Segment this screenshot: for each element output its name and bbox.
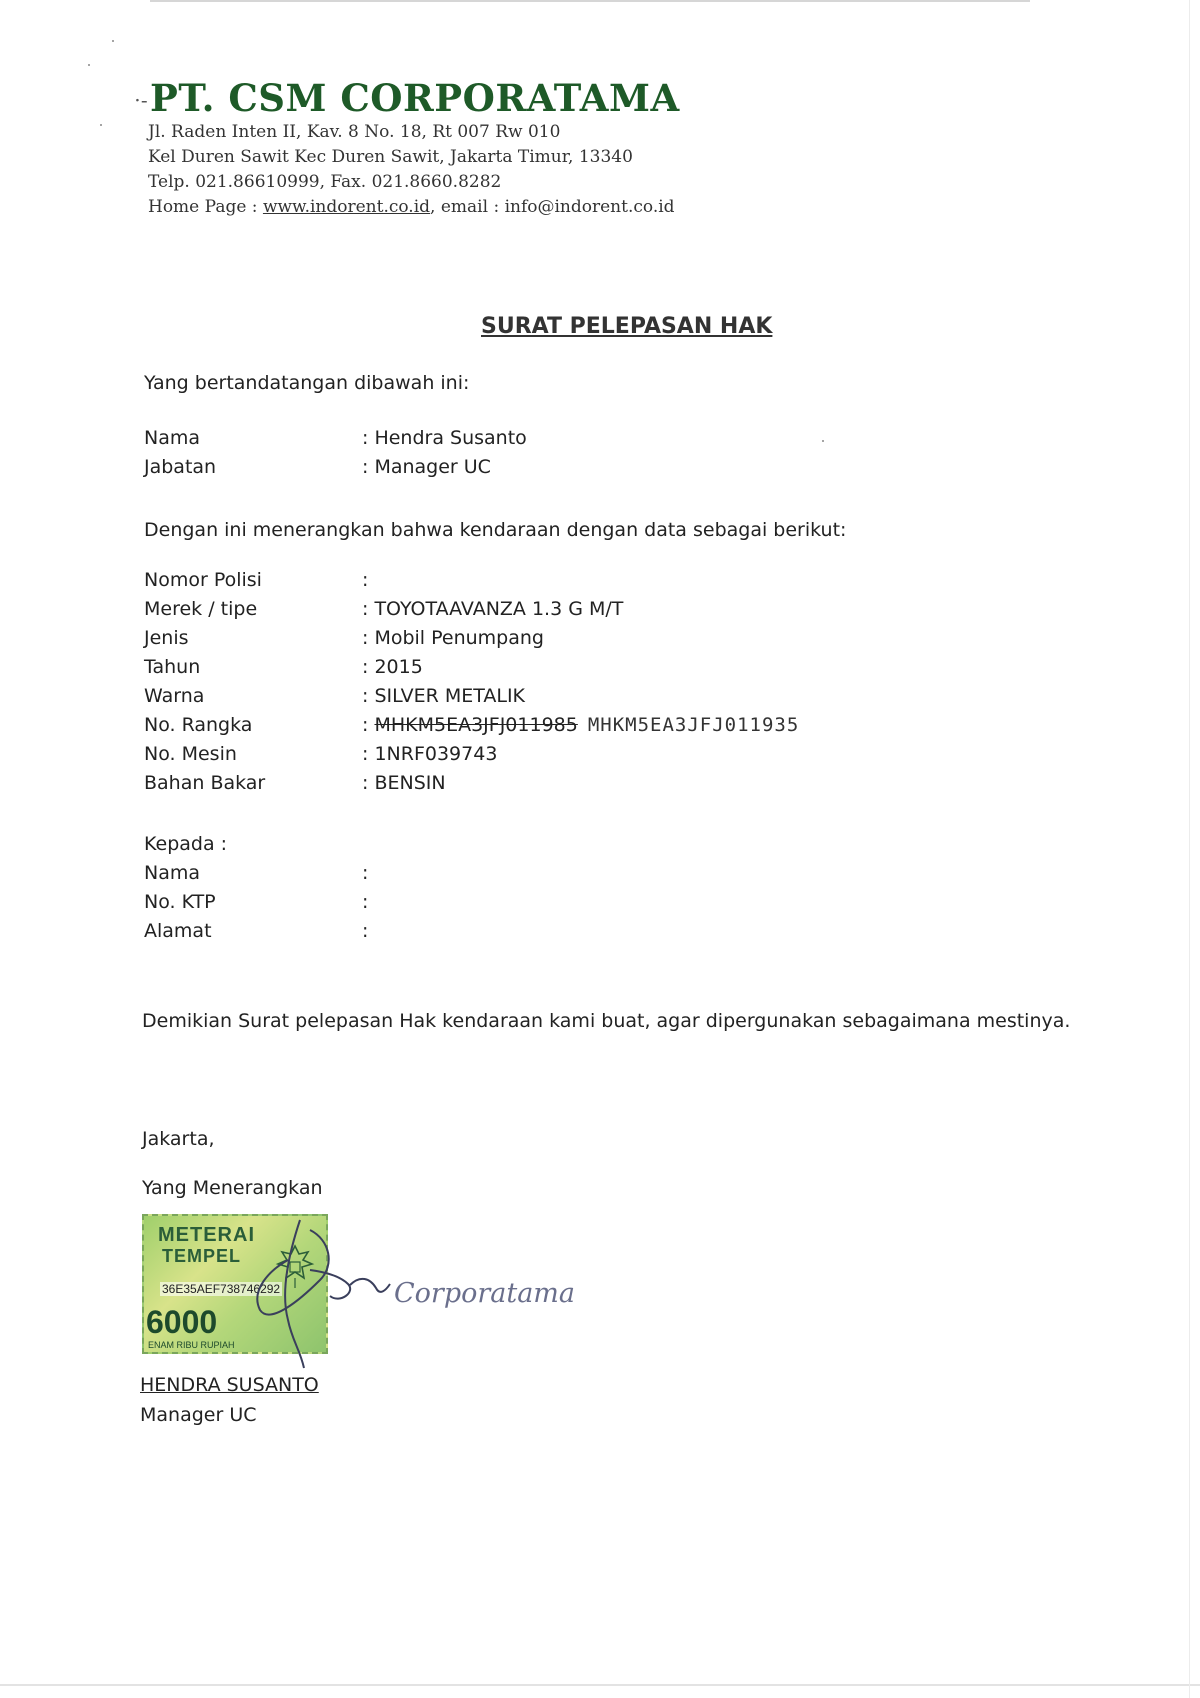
field-label: Nama: [144, 427, 201, 449]
field-value: : 1NRF039743: [362, 743, 498, 765]
field-value: : TOYOTAAVANZA 1.3 G M/T: [362, 598, 624, 620]
field-value: :: [362, 862, 369, 884]
field-value: [362, 714, 799, 736]
stamp-serial: 36E35AEF738746292: [162, 1282, 281, 1296]
field-label: No. KTP: [144, 891, 216, 913]
scan-edge-top: [150, 0, 1030, 2]
field-label: Bahan Bakar: [144, 772, 266, 794]
address-line-1: Jl. Raden Inten II, Kav. 8 No. 18, Rt 007 Rw 010: [148, 122, 561, 142]
declarer-label: Yang Menerangkan: [142, 1177, 323, 1199]
field-label: No. Mesin: [144, 743, 237, 765]
company-name: PT. CSM CORPORATAMA: [150, 76, 680, 120]
field-value: :: [362, 920, 369, 942]
signer-name: HENDRA SUSANTO: [140, 1374, 319, 1396]
field-label: Nama: [144, 862, 201, 884]
field-label: Jabatan: [144, 456, 217, 478]
field-value: : SILVER METALIK: [362, 685, 526, 707]
field-label: Merek / tipe: [144, 598, 258, 620]
field-value: : Mobil Penumpang: [362, 627, 544, 649]
homepage-link[interactable]: www.indorent.co.id: [262, 197, 431, 217]
recipient-heading-label: Kepada :: [144, 833, 228, 855]
field-label: Tahun: [144, 656, 201, 678]
statement-text: Dengan ini menerangkan bahwa kendaraan dengan data sebagai berikut:: [144, 519, 847, 541]
intro-text: Yang bertandatangan dibawah ini:: [144, 372, 470, 394]
document-title: SURAT PELEPASAN HAK: [481, 314, 773, 339]
scan-edge-right: [1189, 0, 1190, 1698]
field-label: Jenis: [144, 627, 189, 649]
company-stamp-text: Corporatama: [394, 1278, 576, 1309]
field-value: : BENSIN: [362, 772, 446, 794]
scan-speck: [822, 440, 824, 442]
scan-speck: [100, 124, 102, 126]
scan-edge-bottom: [0, 1684, 1200, 1686]
field-value: :: [362, 891, 369, 913]
field-value: :: [362, 569, 369, 591]
field-value: : Manager UC: [362, 456, 491, 478]
phone-line: Telp. 021.86610999, Fax. 021.8660.8282: [148, 172, 502, 192]
signer-title: Manager UC: [140, 1404, 257, 1426]
corrected-chassis-number: MHKM5EA3JFJ011935: [587, 714, 800, 736]
address-line-2: Kel Duren Sawit Kec Duren Sawit, Jakarta Timur, 13340: [148, 147, 633, 167]
closing-paragraph: Demikian Surat pelepasan Hak kendaraan kami buat, agar dipergunakan sebagaimana mestinya.: [142, 1010, 1071, 1032]
value-prefix: :: [362, 714, 375, 736]
stamp-line-2: TEMPEL: [162, 1246, 242, 1266]
field-label: No. Rangka: [144, 714, 253, 736]
stamp-value: 6000: [146, 1304, 218, 1340]
field-value: : 2015: [362, 656, 423, 678]
homepage-label: Home Page :: [148, 197, 263, 217]
field-value: : Hendra Susanto: [362, 427, 527, 449]
field-label: Nomor Polisi: [144, 569, 262, 591]
letterhead-mark: ⋅-: [134, 88, 148, 112]
field-label: Warna: [144, 685, 205, 707]
struck-chassis-number: MHKM5EA3JFJ011985: [374, 714, 578, 736]
stamp-line-1: METERAI: [158, 1224, 255, 1246]
field-label: Alamat: [144, 920, 212, 942]
scan-speck: [88, 64, 90, 66]
stamp-words: ENAM RIBU RUPIAH: [148, 1340, 235, 1350]
place-date: Jakarta,: [142, 1128, 215, 1150]
homepage-line: [148, 197, 675, 217]
scan-speck: [112, 40, 114, 42]
email-text: , email : info@indorent.co.id: [430, 197, 675, 217]
